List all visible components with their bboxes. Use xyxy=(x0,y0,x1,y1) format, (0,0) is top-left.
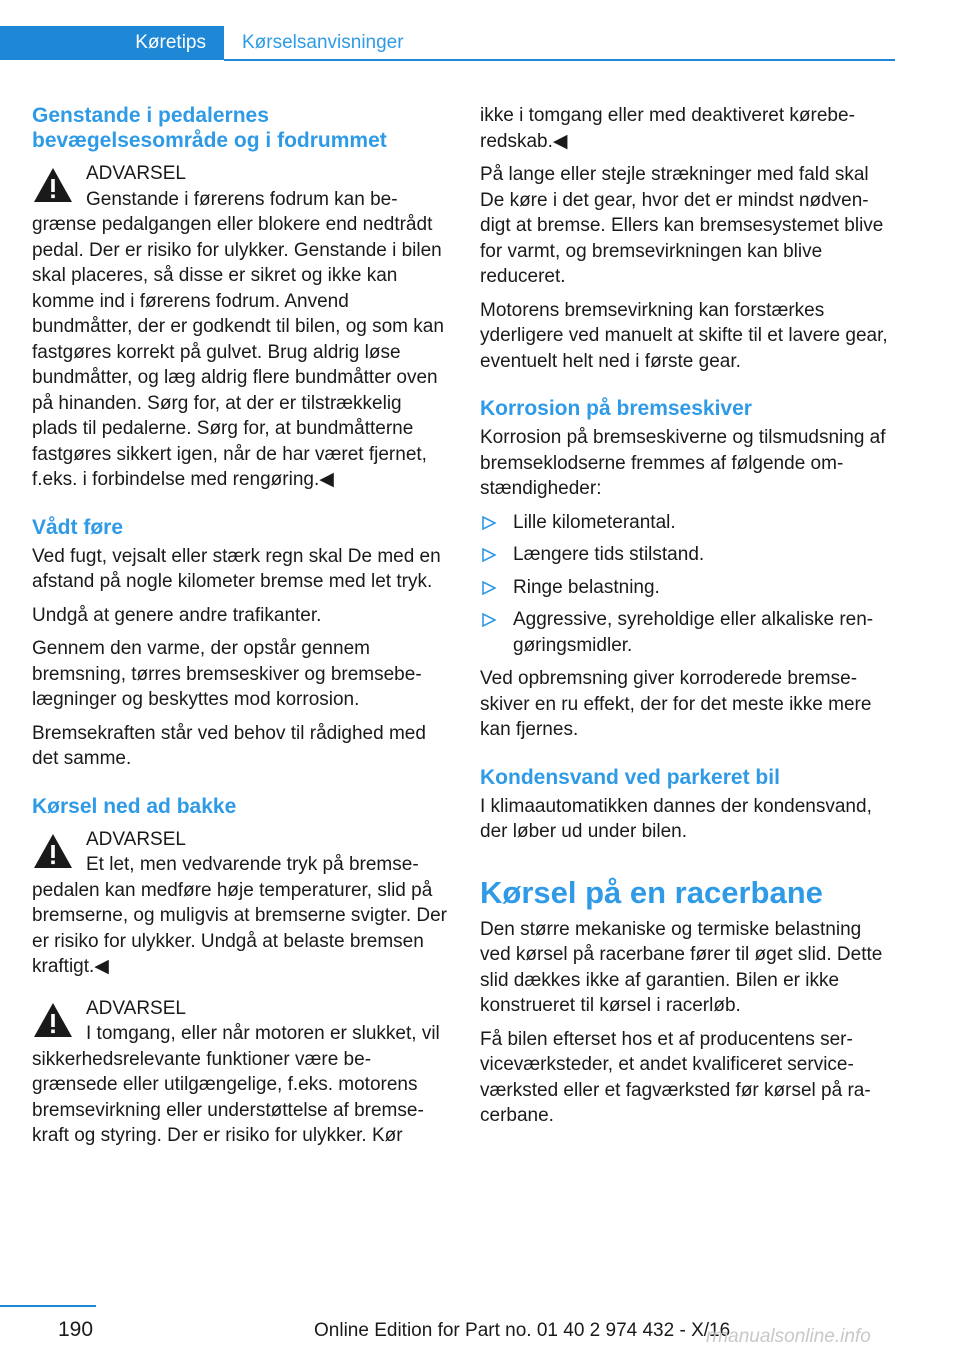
paragraph: ikke i tomgang eller med deaktiveret køreberedskab.◀ xyxy=(480,105,855,152)
warning-text: Et let, men vedvarende tryk på bremsepedalen kan medføre høje temperaturer, slid på bremserne, og muligvis at bremserne svigter. Der er risiko for ulykker. Undgå at belaste bremsen kraftigt.◀ xyxy=(32,854,447,977)
section-title-corrosion: Korrosion på bremseskiver xyxy=(480,397,752,420)
footer-rule xyxy=(0,1305,96,1307)
warning-text: I tomgang, eller når motoren er slukket, vil sikkerhedsrelevante funktioner være begrænsede eller utilgængelige, f.eks. motorens bremsevirkning eller understøttelse af bremsekraft og styring. Der er risiko for ulykker. Kør xyxy=(32,1023,440,1146)
section-title-condensation: Kondensvand ved parkeret bil xyxy=(480,765,780,789)
warning-box-pedal xyxy=(32,161,448,493)
paragraph: Ved fugt, vejsalt eller stærk regn skal De med en afstand på nogle kilometer bremse med let tryk. xyxy=(32,545,441,592)
section-title-wet-road: Vådt føre xyxy=(32,515,124,539)
warning-box-downhill xyxy=(32,827,448,980)
section-title-pedal-objects xyxy=(32,103,448,153)
warning-title: ADVARSEL xyxy=(86,828,186,850)
chapter-title-racetrack: Kørsel på en racerbane xyxy=(480,874,823,910)
paragraph: Undgå at genere andre trafikanter. xyxy=(32,604,322,626)
header-tabs xyxy=(0,26,895,62)
list-item-text: Aggressive, syreholdige eller alkaliske rengøringsmidler. xyxy=(513,609,874,656)
tab-underline xyxy=(224,59,895,61)
warning-triangle-icon xyxy=(32,831,74,871)
warning-triangle-icon xyxy=(32,165,74,205)
list-item-text: Lille kilometerantal. xyxy=(513,511,676,533)
right-column xyxy=(480,103,892,1137)
list-item-text: Længere tids stilstand. xyxy=(513,544,705,565)
list-item xyxy=(480,510,892,536)
warning-text: Genstande i førerens fodrum kan begrænse pedalgangen eller blokere end nedtrådt pedal. Der er risiko for ulykker. Genstande i bilen skal placeres, så disse er sikret og ikke kan komme ind i førerens fodrum. Anvend bundmåtter, der er godkendt til bilen, og som kan fastgøres korrekt på gulvet. Brug aldrig løse bundmåtter, og læg aldrig flere bundmåtter oven på hinanden. Sørg for, at der er tilstrækkelig plads til pedalerne. Sørg for, at bundmåtterne fastgøres sikkert igen, når de har været fjernet, f.eks. i forbindelse med rengøring.◀ xyxy=(32,188,444,490)
paragraph: I klimaautomatikken dannes der kondensvand, der løber ud under bilen. xyxy=(480,795,872,842)
tab-korselsanvisninger[interactable]: Kørselsanvisninger xyxy=(242,32,404,53)
page-number: 190 xyxy=(58,1318,94,1341)
section-title-line-2: bevægelsesområde og i fodrummet xyxy=(32,129,387,152)
warning-box-idle xyxy=(32,996,448,1149)
paragraph: På lange eller stejle strækninger med fald skal De køre i det gear, hvor det er mindst nødvendigt at bremse. Ellers kan bremsesystemet blive for varmt, og bremsevirkningen kan blive reduceret. xyxy=(480,164,884,287)
list-item xyxy=(480,542,892,568)
triangle-bullet-icon xyxy=(482,548,496,562)
section-title-downhill: Kørsel ned ad bakke xyxy=(32,794,237,818)
corrosion-list xyxy=(480,510,892,659)
paragraph: Gennem den varme, der opstår gennem bremsning, tørres bremseskiver og bremsebelægninger og beskyttes mod korrosion. xyxy=(32,638,422,710)
list-item-text: Ringe belastning. xyxy=(513,576,660,598)
triangle-bullet-icon xyxy=(482,516,496,530)
triangle-bullet-icon xyxy=(482,581,496,595)
list-item xyxy=(480,575,892,601)
paragraph: Motorens bremsevirkning kan forstærkes yderligere ved manuelt at skifte til et lavere gear, eventuelt helt ned i første gear. xyxy=(480,299,888,372)
section-title-line-1: Genstande i pedalernes xyxy=(32,104,269,127)
watermark: rmanualsonline.info xyxy=(706,1326,871,1347)
triangle-bullet-icon xyxy=(482,613,496,627)
left-column xyxy=(32,103,448,1157)
paragraph: Korrosion på bremseskiverne og tilsmudsning af bremseklodserne fremmes af følgende omstændigheder: xyxy=(480,427,886,499)
paragraph: Bremsekraften står ved behov til rådighed med det samme. xyxy=(32,722,426,769)
paragraph: Få bilen efterset hos et af producentens serviceværksteder, et andet kvalificeret serviceværksted eller et fagværksted før kørsel på racerbane. xyxy=(480,1028,871,1126)
paragraph: Den større mekaniske og termiske belastning ved kørsel på racerbane fører til øget slid. Dette slid dækkes ikke af garantien. Bilen er ikke konstrueret til kørsel i racerløb. xyxy=(480,918,883,1016)
warning-triangle-icon xyxy=(32,1000,74,1040)
warning-title: ADVARSEL xyxy=(86,163,186,184)
paragraph: Ved opbremsning giver korroderede bremseskiver en ru effekt, der for det meste ikke mere kan fjernes. xyxy=(480,668,872,740)
edition-text: Online Edition for Part no. 01 40 2 974 432 - X/16 xyxy=(314,1320,731,1341)
warning-title: ADVARSEL xyxy=(86,997,186,1019)
list-item xyxy=(480,607,892,658)
tab-koretips[interactable]: Køretips xyxy=(0,26,224,60)
